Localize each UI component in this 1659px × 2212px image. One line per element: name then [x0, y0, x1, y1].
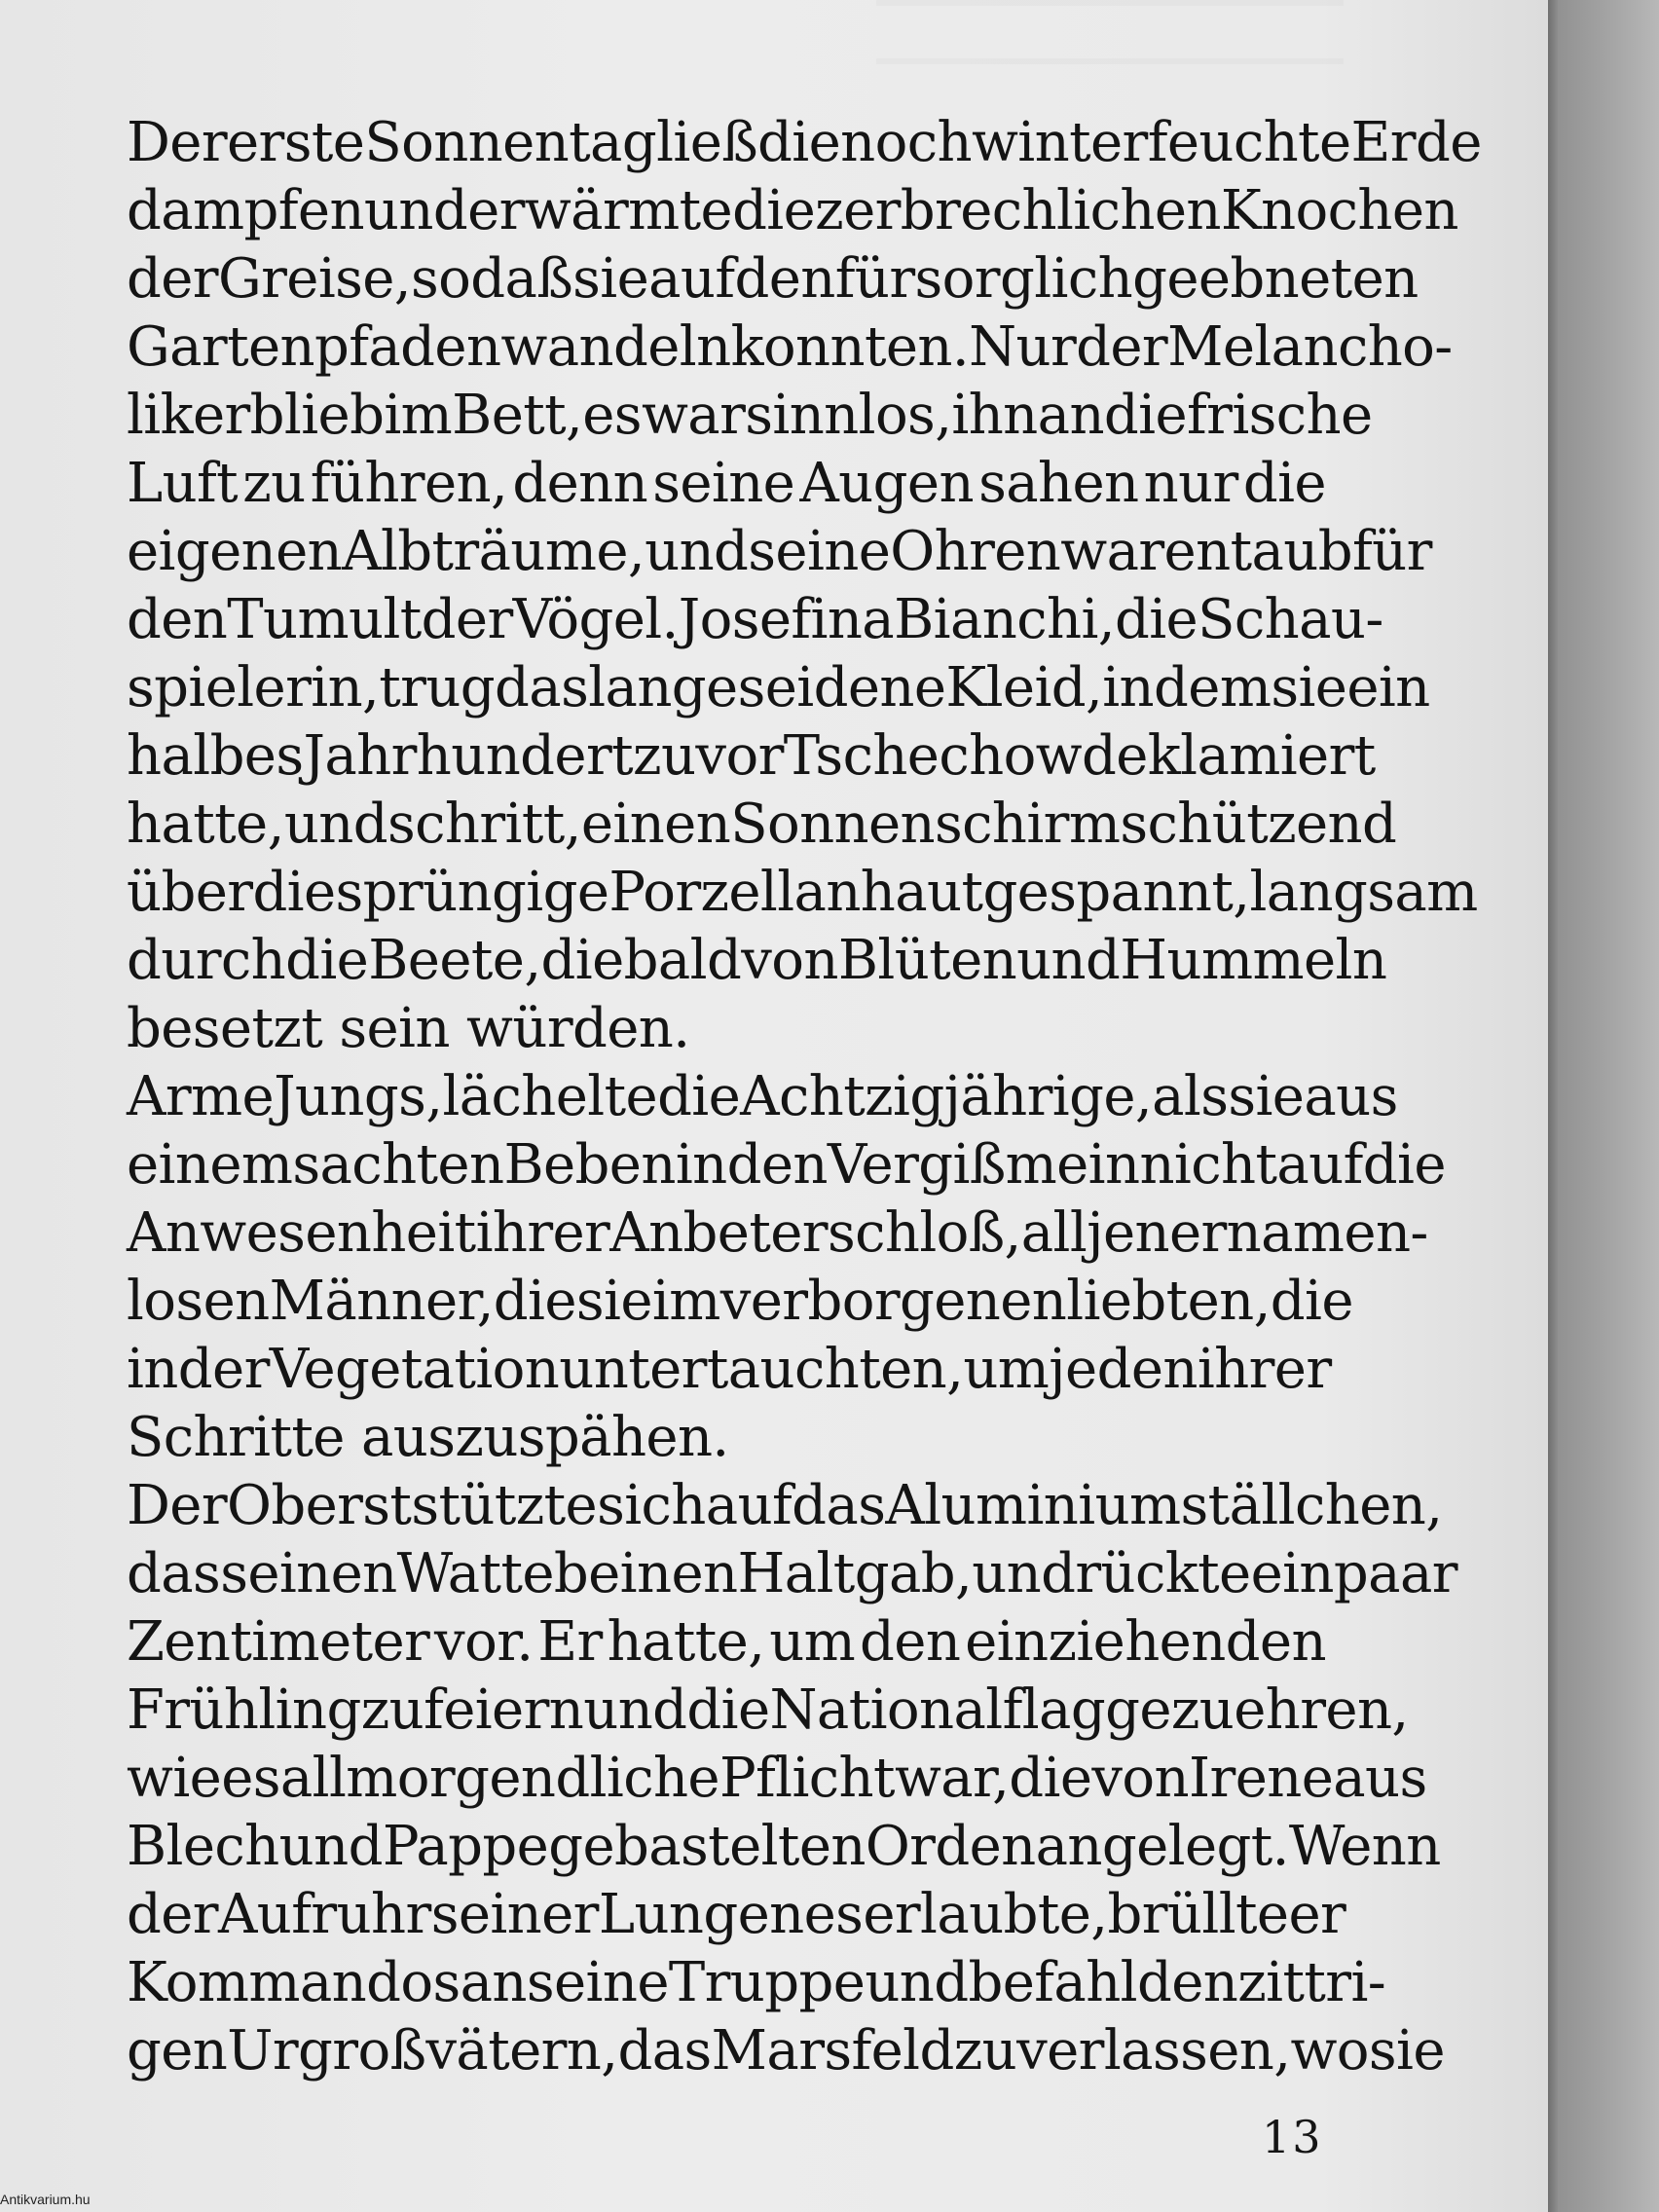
text-line: Arme Jungs, lächelte die Achtzigjährige, als sie aus — [127, 1065, 1398, 1128]
text-line: eigenen Albträume, und seine Ohren waren taub für — [127, 520, 1432, 583]
text-line: Luft zu führen, denn seine Augen sahen nur die — [127, 452, 1326, 515]
text-line: wie es allmorgendliche Pflicht war, die von Irene aus — [127, 1747, 1427, 1810]
text-line: besetzt sein würden. — [127, 997, 690, 1060]
text-line: durch die Beete, die bald von Blüten und Hummeln — [127, 929, 1387, 992]
text-line: Kommandos an seine Truppe und befahl den zittri- — [127, 1951, 1386, 2014]
text-line: gen Urgroßvätern, das Marsfeld zu verlassen, wo sie — [127, 2019, 1445, 2083]
text-line: der Greise, so daß sie auf den fürsorglich geebneten — [127, 247, 1419, 311]
body-text — [127, 109, 1482, 2085]
watermark: Antikvarium.hu — [0, 2192, 91, 2207]
text-line: losen Männer, die sie im verborgenen liebten, die — [127, 1270, 1353, 1333]
text-line: halbes Jahrhundert zuvor Tschechow deklamiert — [127, 724, 1376, 788]
text-line: Frühling zu feiern und die Nationalflagge zu ehren, — [127, 1678, 1409, 1742]
text-line: Anwesenheit ihrer Anbeter schloß, all jener namen- — [127, 1201, 1428, 1265]
text-line: Der Oberst stützte sich auf das Aluminiumställchen, — [127, 1474, 1443, 1537]
show-through-text — [876, 0, 1344, 107]
text-line: das seinen Wattebeinen Halt gab, und rückte ein paar — [127, 1542, 1457, 1605]
text-line: den Tumult der Vögel. Josefina Bianchi, die Schau- — [127, 588, 1383, 651]
text-line: in der Vegetation untertauchten, um jeden ihrer — [127, 1338, 1332, 1401]
page-number: 13 — [1262, 2111, 1323, 2163]
page-edge-shadow — [1548, 0, 1659, 2212]
text-line: Gartenpfaden wandeln konnten. Nur der Melancho- — [127, 315, 1453, 379]
text-line: hatte, und schritt, einen Sonnenschirm schützend — [127, 793, 1397, 856]
text-line: spielerin, trug das lange seidene Kleid, in dem sie ein — [127, 656, 1430, 719]
text-line: über die sprüngige Porzellanhaut gespannt, langsam — [127, 861, 1478, 924]
text-line: Blech und Pappe gebastelten Orden angelegt. Wenn — [127, 1815, 1441, 1878]
text-line: Schritte auszuspähen. — [127, 1406, 729, 1469]
text-line: liker blieb im Bett, es war sinnlos, ihn an die frische — [127, 384, 1373, 447]
text-line: dampfen und erwärmte die zerbrechlichen Knochen — [127, 179, 1458, 242]
text-line: der Aufruhr seiner Lungen es erlaubte, brüllte er — [127, 1883, 1346, 1946]
text-line: einem sachten Beben in den Vergißmeinnicht auf die — [127, 1133, 1446, 1197]
text-line: Zentimeter vor. Er hatte, um den einziehenden — [127, 1610, 1326, 1674]
text-line: Der erste Sonnentag ließ die noch winterfeuchte Erde — [127, 111, 1482, 174]
